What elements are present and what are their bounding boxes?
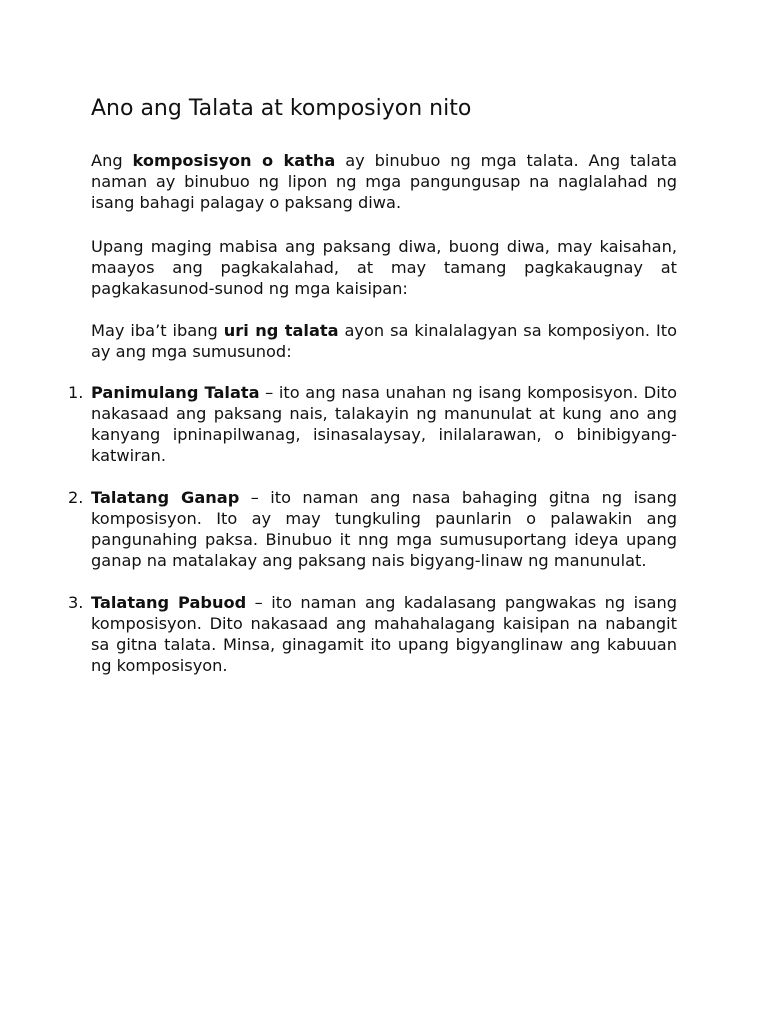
list-item — [0, 592, 677, 676]
intro-paragraph — [91, 150, 677, 213]
document-title: Ano ang Talata at komposiyon nito — [91, 96, 472, 121]
list-body: – ito naman ang nasa bahaging gitna ng isang komposisyon. Ito ay may tungkuling paunlarin o palawakin ang pangunahing paksa. Binubuo it nng mga sumusuportang ideya upang ganap na matalakay ang paksang nais bigyang-linaw ng manunulat. — [91, 488, 677, 570]
list-number: 3. — [68, 593, 84, 612]
list-item — [0, 382, 677, 466]
list-number: 1. — [68, 383, 84, 402]
list-item — [0, 487, 677, 571]
paragraph-types-list — [0, 382, 768, 697]
effectiveness-paragraph: Upang maging mabisa ang paksang diwa, buong diwa, may kaisahan, maayos ang pagkakalahad, at may tamang pagkakaugnay at pagkakasunod-sunod ng mga kaisipan: — [91, 237, 677, 298]
types-bold-term: uri ng talata — [223, 321, 339, 340]
intro-text-after: ay binubuo ng mga talata. Ang talata naman ay binubuo ng lipon ng mga pangungusap na naglalahad ng isang bahagi palagay o paksang diwa. — [91, 151, 677, 212]
types-text-before: May iba’t ibang — [91, 321, 224, 340]
intro-text-before: Ang — [91, 151, 133, 170]
types-paragraph — [91, 320, 677, 362]
list-heading: Panimulang Talata — [91, 383, 260, 402]
list-number: 2. — [68, 488, 84, 507]
intro-bold-term: komposisyon o katha — [132, 151, 336, 170]
types-text-after: ayon sa kinalalagyan sa komposiyon. Ito ay ang mga sumusunod: — [91, 321, 678, 361]
list-heading: Talatang Pabuod — [91, 593, 247, 612]
list-heading: Talatang Ganap — [91, 488, 240, 507]
list-body: – ito naman ang kadalasang pangwakas ng isang komposisyon. Dito nakasaad ang mahahalagang kaisipan na nabangit sa gitna talata. Minsa, ginagamit ito upang bigyanglinaw ang kabuuan ng komposisyon. — [91, 593, 677, 675]
list-body: – ito ang nasa unahan ng isang komposisyon. Dito nakasaad ang paksang nais, talakayin ng manunulat at kung ano ang kanyang ipninapilwanag, isinasalaysay, inilalarawan, o binibigyang-katwiran. — [91, 383, 677, 465]
